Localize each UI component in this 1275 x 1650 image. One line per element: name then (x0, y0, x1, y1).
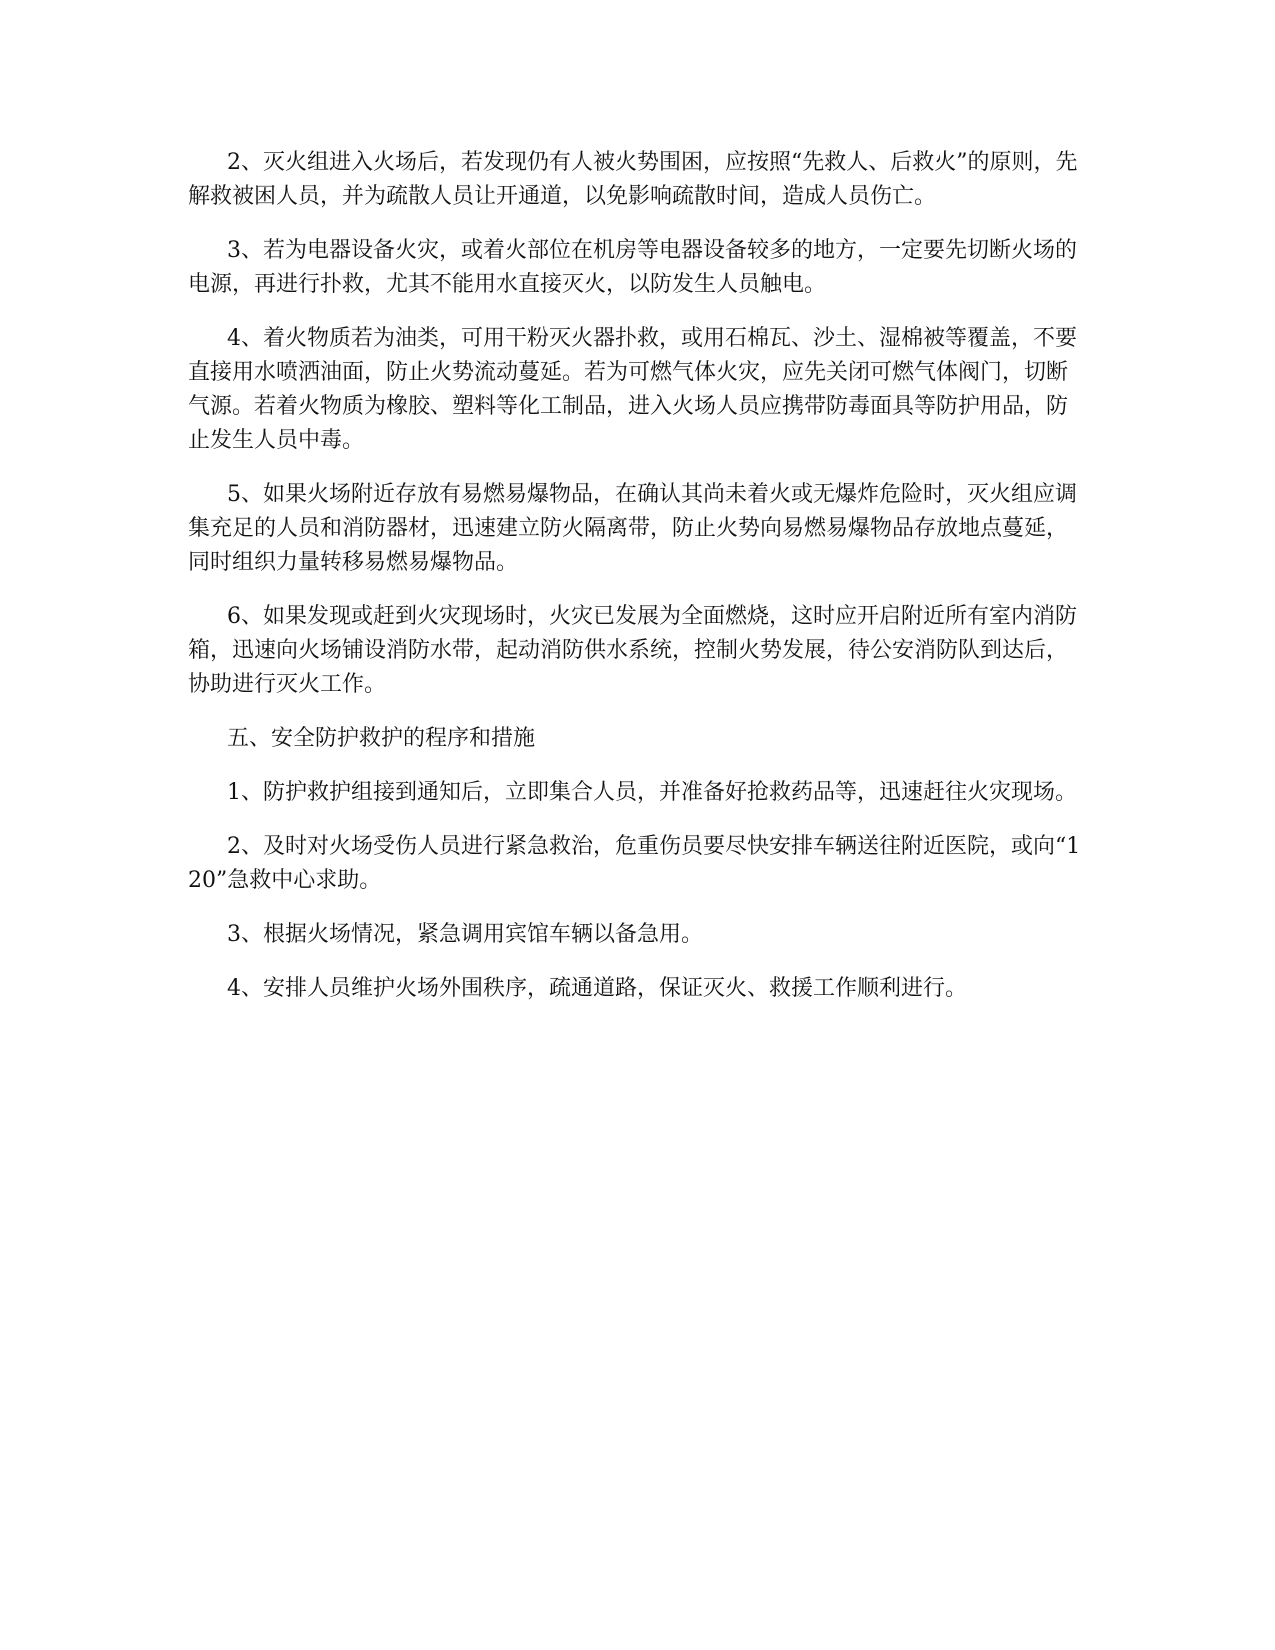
paragraph-full-scale-fire: 6、如果发现或赶到火灾现场时，火灾已发展为全面燃烧，这时应开启附近所有室内消防箱，迅速向火场铺设消防水带，起动消防供水系统，控制火势发展，待公安消防队到达后，协助进行灭火工作。 (188, 604, 1077, 697)
paragraph-injured-treatment: 2、及时对火场受伤人员进行紧急救治，危重伤员要尽快安排车辆送往附近医院，或向“120”急救中心求助。 (188, 834, 1081, 893)
document-body (188, 146, 1088, 1026)
paragraph-electrical-fire: 3、若为电器设备火灾，或着火部位在机房等电器设备较多的地方，一定要先切断火场的电源，再进行扑救，尤其不能用水直接灭火，以防发生人员触电。 (188, 238, 1077, 297)
paragraph-fire-rescue-priority: 2、灭火组进入火场后，若发现仍有人被火势围困，应按照“先救人、后救火”的原则，先解救被困人员，并为疏散人员让开通道，以免影响疏散时间，造成人员伤亡。 (188, 150, 1078, 209)
paragraph-vehicle-dispatch: 3、根据火场情况，紧急调用宾馆车辆以备急用。 (227, 922, 703, 947)
paragraph-flammable-materials: 5、如果火场附近存放有易燃易爆物品，在确认其尚未着火或无爆炸危险时，灭火组应调集充足的人员和消防器材，迅速建立防火隔离带，防止火势向易燃易爆物品存放地点蔓延，同时组织力量转移易燃易爆物品。 (188, 482, 1077, 575)
paragraph-oil-gas-chemical-fire: 4、着火物质若为油类，可用干粉灭火器扑救，或用石棉瓦、沙土、湿棉被等覆盖，不要直接用水喷洒油面，防止火势流动蔓延。若为可燃气体火灾，应先关闭可燃气体阀门，切断气源。若着火物质为橡胶、塑料等化工制品，进入火场人员应携带防毒面具等防护用品，防止发生人员中毒。 (188, 326, 1077, 453)
section-heading-safety-rescue: 五、安全防护救护的程序和措施 (227, 726, 536, 751)
paragraph-rescue-team-assemble: 1、防护救护组接到通知后，立即集合人员，并准备好抢救药品等，迅速赶往火灾现场。 (227, 780, 1077, 805)
paragraph-order-maintenance: 4、安排人员维护火场外围秩序，疏通道路，保证灭火、救援工作顺利进行。 (227, 976, 967, 1001)
